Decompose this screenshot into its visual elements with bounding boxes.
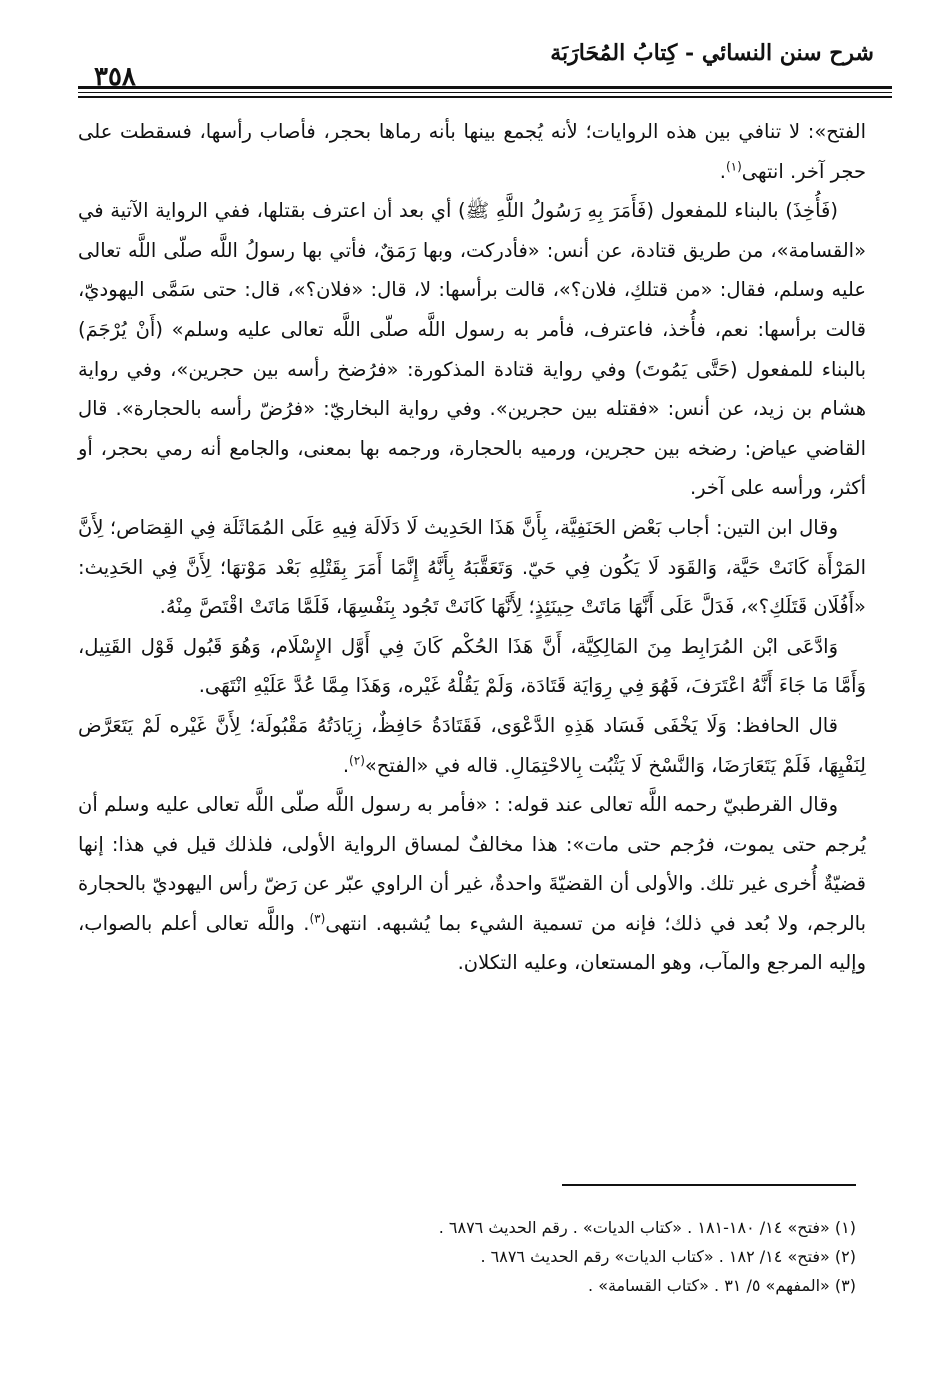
paragraph-5: قال الحافظ: وَلَا يَخْفَى فَسَاد هَذِهِ الدَّعْوَى، فَقَتَادَةُ حَافِظٌ، زِيَادَتُهُ مَقْبُولَة؛ لِأَنَّ غَيْره لَمْ يَتَعَرَّض لِنَفْيِهَا، فَلَمْ يَتَعَارَضَا، وَالنَّسْخ لَا يَثْبُت بِالاحْتِمَالِ. قاله في «الفتح»$^{(٢)}$. — [78, 713, 866, 777]
page-header — [78, 38, 892, 100]
footnote-1: (١) «فتح» ١٤/ ١٨٠-١٨١ . «كتاب الديات» . رقم الحديث ٦٨٧٦ . — [438, 1218, 856, 1237]
footnote-3: (٣) «المفهم» ٥/ ٣١ . «كتاب القسامة» . — [588, 1276, 856, 1295]
paragraph-1: الفتح»: لا تنافي بين هذه الروايات؛ لأنه يُجمع بينها بأنه رماها بحجر، فأصاب رأسها، فسقطت على حجر آخر. انتهى$^{(١)}$. — [78, 120, 866, 183]
footnote-marker: (٣) — [309, 911, 326, 926]
running-title: شرح سنن النسائي - كِتابُ المُحَارَبَة — [550, 40, 874, 66]
paragraph-3: وقال ابن التين: أجاب بَعْض الحَنَفِيَّة، بِأَنَّ هَذَا الحَدِيث لَا دَلَالَة فِيهِ عَلَى المُمَاثَلَة فِي القِصَاص؛ لِأَنَّ المَرْأَة كَانَتْ حَيَّة، وَالقَوَد لَا يَكُون فِي حَيّ. وَتَعَقَّبَهُ بِأَنَّهُ إِنَّمَا أَمَرَ بِقَتْلِهِ بَعْد مَوْتهَا؛ لِأَنَّ فِي الحَدِيث: «أَفُلَان قَتَلَكِ؟»، فَدَلَّ عَلَى أَنَّهَا مَاتَتْ حِينَئِذٍ؛ لِأَنَّهَا كَانَتْ تَجُود بِنَفْسِهَا، فَلَمَّا مَاتَتْ اقْتَصَّ مِنْهُ. — [78, 515, 866, 619]
main-text — [78, 112, 866, 983]
header-rule-thin — [78, 92, 892, 93]
paragraph-6: وقال القرطبيّ رحمه اللَّه تعالى عند قوله: : «فأمر به رسول اللَّه صلّى اللَّه تعالى عليه وسلم أن يُرجم حتى يموت، فرُجم حتى مات»: هذا مخالفٌ لمساق الرواية الأولى، فلذلك قيل في هذا: إنها قضيّةٌ أُخرى غير تلك. والأولى أن القضيّةَ واحدةٌ، غير أن الراوي عبّر عن رَضّ رأس اليهوديّ بالحجارة بالرجم، ولا بُعد في ذلك؛ فإنه من تسمية الشيء بما يُشبهه. انتهى$^{(٣)}$. واللَّه تعالى أعلم بالصواب، وإليه المرجع والمآب، وهو المستعان، وعليه التكلان. — [78, 793, 867, 975]
header-rule-bottom — [78, 96, 892, 98]
footnotes — [78, 1213, 856, 1300]
footnote-divider — [562, 1184, 856, 1186]
footnote-marker: (٢) — [349, 753, 365, 767]
page-number: ٣٥٨ — [94, 62, 136, 92]
footnote-marker: (١) — [725, 159, 742, 174]
paragraph-2: (فَأُخِذَ) بالبناء للمفعول (فَأَمَرَ بِهِ رَسُولُ اللَّهِ ﷺ) أي بعد أن اعترف بقتلها، ففي الرواية الآتية في «القسامة»، من طريق قتادة، عن أنس: «فأدركت، وبها رَمَقٌ، فأتي بها رسولُ اللَّه صلّى اللَّه تعالى عليه وسلم، فقال: «من قتلكِ، فلان؟»، قالت برأسها: لا، قال: «فلان؟»، قال: حتى سَمَّى اليهوديّ، قالت برأسها: نعم، فأُخذ، فاعترف، فأمر به رسول اللَّه صلّى اللَّه تعالى عليه وسلم» (أَنْ يُرْجَمَ) بالبناء للمفعول (حَتَّى يَمُوتَ) وفي رواية قتادة المذكورة: «فرُضخ رأسه بين حجرين»، وفي رواية هشام بن زيد، عن أنس: «فقتله بين حجرين». وفي رواية البخاريّ: «فرُضّ رأسه بالحجارة». قال القاضي عياض: رضخه بين حجرين، ورميه بالحجارة، ورجمه بها بمعنى، والجامع أنه رمي بحجر، أو أكثر، ورأسه على آخر. — [78, 199, 866, 500]
footnote-2: (٢) «فتح» ١٤/ ١٨٢ . «كتاب الديات» رقم الحديث ٦٨٧٦ . — [480, 1247, 856, 1266]
header-rule — [78, 86, 892, 89]
paragraph-4: وَادَّعَى ابْن المُرَابِط مِنَ المَالِكِيَّة، أَنَّ هَذَا الحُكْم كَانَ فِي أَوَّل الإِسْلَام، وَهُوَ قَبُول قَوْل القَتِيل، وَأَمَّا مَا جَاءَ أَنَّهُ اعْتَرَفَ، فَهُوَ فِي رِوَايَة قَتَادَة، وَلَمْ يَقُلْهُ غَيْره، وَهَذَا مِمَّا عُدَّ عَلَيْهِ انْتَهَى. — [78, 634, 866, 698]
